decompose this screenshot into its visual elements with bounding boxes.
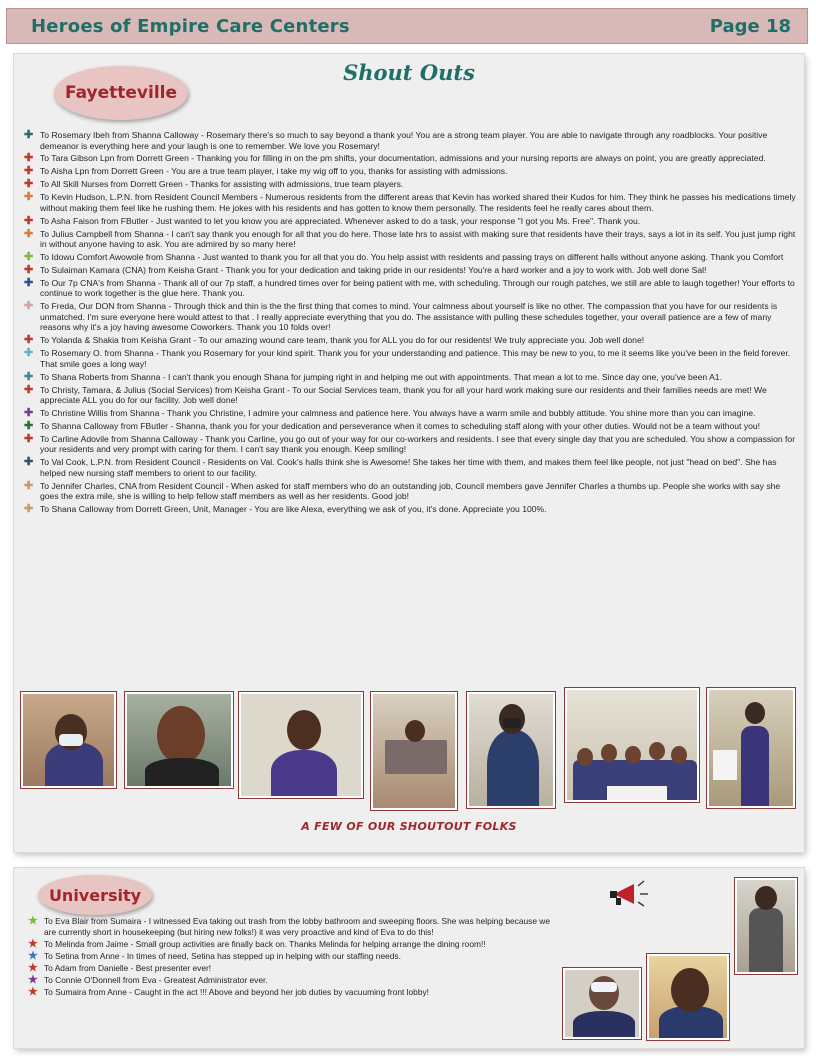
shoutout-text: To Rosemary O. from Shanna - Thank you Rosemary for your kind spirit. Thank you for your understanding and patience. This may be new to you, to me it seems like you've been in the field forever. That smile goes a long way! (40, 348, 791, 369)
star-bullet-icon: ★ (28, 915, 38, 927)
shoutout-item (24, 372, 798, 383)
shoutout-item (24, 457, 798, 478)
shoutout-text: To Shana Calloway from Dorrett Green, Unit, Manager - You are like Alexa, everything we ask of you, it's done. Appreciate you 100%. (40, 504, 547, 515)
star-bullet-icon: ✚ (24, 334, 34, 347)
shoutout-text: To Adam from Danielle - Best presenter ever! (44, 962, 212, 973)
shoutout-text: To Shanna Calloway from FButler - Shanna, thank you for your dedication and perseverance when it comes to scheduling staff along with your other duties. Would not be a team without you! (40, 421, 761, 431)
star-bullet-icon: ✚ (24, 300, 34, 313)
shoutout-text: To Connie O'Donnell from Eva - Greatest Administrator ever. (44, 974, 268, 985)
shoutout-text: To Carline Adovile from Shanna Calloway - Thank you Carline, you go out of your way for our co-workers and residents. I see that every single day that you are scheduled. You show a compassion for your residents and very prompt with caring for them. I can't say thank you enough. Keep smiling! (40, 433, 796, 455)
shoutout-item (24, 408, 798, 419)
shoutout-text: To Val Cook, L.P.N. from Resident Council - Residents on Val. Cook's halls think she is Awesome! She takes her time with them, and makes them feel like people, not just "head on bed". She has helped new nursing staff members to orient to our facility. (40, 457, 777, 478)
shoutout-item (28, 939, 558, 950)
shoutout-item (24, 130, 798, 151)
shoutout-text: To Jennifer Charles, CNA from Resident Council - When asked for staff members who do an outstanding job, Council members gave Jennifer Charles a thumbs up. People she works with say she goes the extra mile, she is willing to help fellow staff members as well as her residents. Good job! (40, 480, 781, 502)
shoutout-item (24, 192, 798, 213)
shoutout-item (24, 421, 798, 432)
star-bullet-icon: ✚ (24, 152, 34, 165)
shoutout-item (24, 301, 798, 333)
shoutout-text: To Christine Willis from Shanna - Thank you Christine, I admire your calmness and patience here. You always have a warm smile and bubbly attitude. You shine more than you can imagine. (40, 408, 756, 419)
shoutout-text: To Yolanda & Shakia from Keisha Grant - To our amazing wound care team, thank you for ALL you do for our residents! We truly appreciate you. Job well done! (40, 335, 645, 346)
star-bullet-icon: ✚ (24, 383, 34, 396)
shoutout-item (24, 153, 798, 164)
star-bullet-icon: ✚ (24, 503, 34, 516)
photo-caption: A FEW OF OUR SHOUTOUT FOLKS (301, 820, 517, 833)
star-bullet-icon: ★ (28, 961, 38, 974)
shoutout-text: To Melinda from Jaime - Small group activities are finally back on. Thanks Melinda for helping arrange the dining room!! (44, 938, 486, 949)
staff-photo (124, 691, 234, 789)
shoutout-item (24, 265, 798, 276)
star-bullet-icon: ✚ (24, 129, 34, 141)
staff-photo (466, 691, 556, 809)
staff-photo (238, 691, 364, 799)
star-bullet-icon: ✚ (24, 347, 34, 360)
shoutout-item (24, 434, 798, 455)
shoutout-item (24, 216, 798, 227)
shoutout-item (28, 975, 558, 986)
star-bullet-icon: ✚ (24, 370, 34, 383)
shoutout-text: To Freda, Our DON from Shanna - Through thick and thin is the the first thing that comes to mind. Your calmness about yourself is like no other. The compassion that you have for our residents is unmatched. I'm sure everyone here would attest to that . I really appreciate everything that you do. The assistance with pulling these schedules together, your overall patience are a few of many reasons why it's a joy having awesome Coworkers. Thank you 10 folds over! (40, 301, 778, 333)
shoutout-item (24, 348, 798, 369)
star-bullet-icon: ✚ (24, 456, 34, 469)
shoutout-item (24, 252, 798, 263)
shoutout-text: To Sulaiman Kamara (CNA) from Keisha Grant - Thank you for your dedication and taking pride in our residents! You're a hard worker and a joy to work with. Job well done Sal! (40, 264, 707, 275)
shoutout-item (24, 166, 798, 177)
shoutout-text: To Our 7p CNA's from Shanna - Thank all of our 7p staff, a hundred times over for being patient with me, with scheduling. Through our rough patches, we still are able to laugh together! Your efforts to continue to work together is the glue here. Thank you. (40, 277, 795, 299)
shoutout-text: To Eva Blair from Sumaira - I witnessed Eva taking out trash from the lobby bathroom and sweeping floors. She was helping because we are currently short in housekeeping (but hiring new folks!) it was very proactive and kind of Eva to do this! (44, 916, 551, 937)
shoutout-text: To All Skill Nurses from Dorrett Green - Thanks for assisting with admissions, true team players. (40, 179, 404, 190)
star-bullet-icon: ✚ (24, 227, 34, 240)
staff-photo (706, 687, 796, 809)
shoutout-item (24, 278, 798, 299)
star-bullet-icon: ✚ (24, 251, 34, 264)
shoutout-item (24, 335, 798, 346)
photo-gallery (20, 687, 800, 812)
star-bullet-icon: ✚ (24, 276, 34, 289)
page-header (6, 8, 808, 44)
shout-outs-title: Shout Outs (343, 60, 475, 85)
shoutout-text: To Setina from Anne - In times of need, Setina has stepped up in helping with our staffing needs. (44, 950, 401, 961)
star-bullet-icon: ✚ (24, 432, 34, 445)
shoutout-text: To Shana Roberts from Shanna - I can't thank you enough Shana for jumping right in and helping me out with appointments. That mean a lot to me. Since day one, you've been A1. (40, 371, 722, 382)
staff-photo (646, 953, 730, 1041)
staff-photo (370, 691, 458, 811)
shoutout-item (24, 179, 798, 190)
university-shoutout-list (28, 916, 558, 999)
star-bullet-icon: ★ (28, 973, 38, 986)
star-bullet-icon: ✚ (24, 178, 34, 191)
staff-photo (562, 967, 642, 1040)
staff-photo (20, 691, 117, 789)
star-bullet-icon: ✚ (24, 165, 34, 178)
shoutout-text: To Kevin Hudson, L.P.N. from Resident Council Members - Numerous residents from the different areas that Kevin has worked shared their Kudos for him. They think he passes his medications timely without making them feel like he rushing them. He jokes with his residents and has gotten to know them personally. The residents feel he really cares about them. (40, 192, 796, 213)
star-bullet-icon: ✚ (24, 407, 34, 420)
shoutout-item (28, 916, 558, 937)
shoutout-text: To Asha Faison from FButler - Just wanted to let you know you are appreciated. Whenever asked to do a task, your response "I got you Ms. Free". Thank you. (40, 215, 641, 226)
star-bullet-icon: ★ (28, 937, 38, 950)
star-bullet-icon: ✚ (24, 479, 34, 492)
shoutout-item (28, 987, 558, 998)
university-panel (14, 868, 804, 1048)
shoutout-text: To Aisha Lpn from Dorrett Green - You are a true team player, i take my wig off to you, thanks for assisting with admissions. (40, 166, 508, 177)
newsletter-title: Heroes of Empire Care Centers (31, 16, 350, 37)
staff-photo (564, 687, 700, 803)
shoutout-text: To Idowu Comfort Awowole from Shanna - Just wanted to thank you for all that you do. You help assist with residents and passing trays on different halls without anyone asking. Thank you Comfort (40, 252, 784, 263)
shoutout-text: To Rosemary Ibeh from Shanna Calloway - Rosemary there's so much to say beyond a thank you! You are a strong team player. You are able to navigate through any roadblocks. Your positive demeanor is everything here and your laugh is one to remember. We love you Rosemary! (40, 130, 768, 151)
shoutout-text: To Tara Gibson Lpn from Dorrett Green - Thanking you for filling in on the pm shifts, your documentation, admissions and your nursing reports are always on point, you are greatly appreciated. (40, 153, 766, 164)
fayetteville-section-label: Fayetteville (54, 66, 188, 120)
megaphone-icon (610, 878, 656, 908)
page-number: Page 18 (709, 16, 791, 37)
shoutout-item (24, 504, 798, 515)
staff-photo (734, 877, 798, 975)
fayetteville-shoutout-list (24, 130, 798, 517)
shoutout-item (24, 385, 798, 406)
shoutout-item (24, 481, 798, 502)
shoutout-item (24, 229, 798, 250)
star-bullet-icon: ★ (28, 985, 38, 998)
fayetteville-panel (14, 54, 804, 852)
star-bullet-icon: ★ (28, 949, 38, 962)
star-bullet-icon: ✚ (24, 214, 34, 227)
shoutout-text: To Julius Campbell from Shanna - I can't say thank you enough for all that you do here. Those late hrs to assist with making sure that residents have their trays, says a lot in its self. You just jump right in without anyone having to ask. You are admired by so many here! (40, 228, 796, 250)
star-bullet-icon: ✚ (24, 191, 34, 204)
star-bullet-icon: ✚ (24, 263, 34, 276)
star-bullet-icon: ✚ (24, 420, 34, 432)
shoutout-item (28, 951, 558, 962)
shoutout-item (28, 963, 558, 974)
shoutout-text: To Christy, Tamara, & Julius (Social Services) from Keisha Grant - To our Social Services team, thank you for all your hard work making sure our residents and their families needs are met! We appreciate ALL you do for our facility. Job well done! (40, 384, 767, 406)
university-section-label: University (38, 875, 152, 915)
shoutout-text: To Sumaira from Anne - Caught in the act !!! Above and beyond her job duties by vacuuming front lobby! (44, 986, 430, 997)
